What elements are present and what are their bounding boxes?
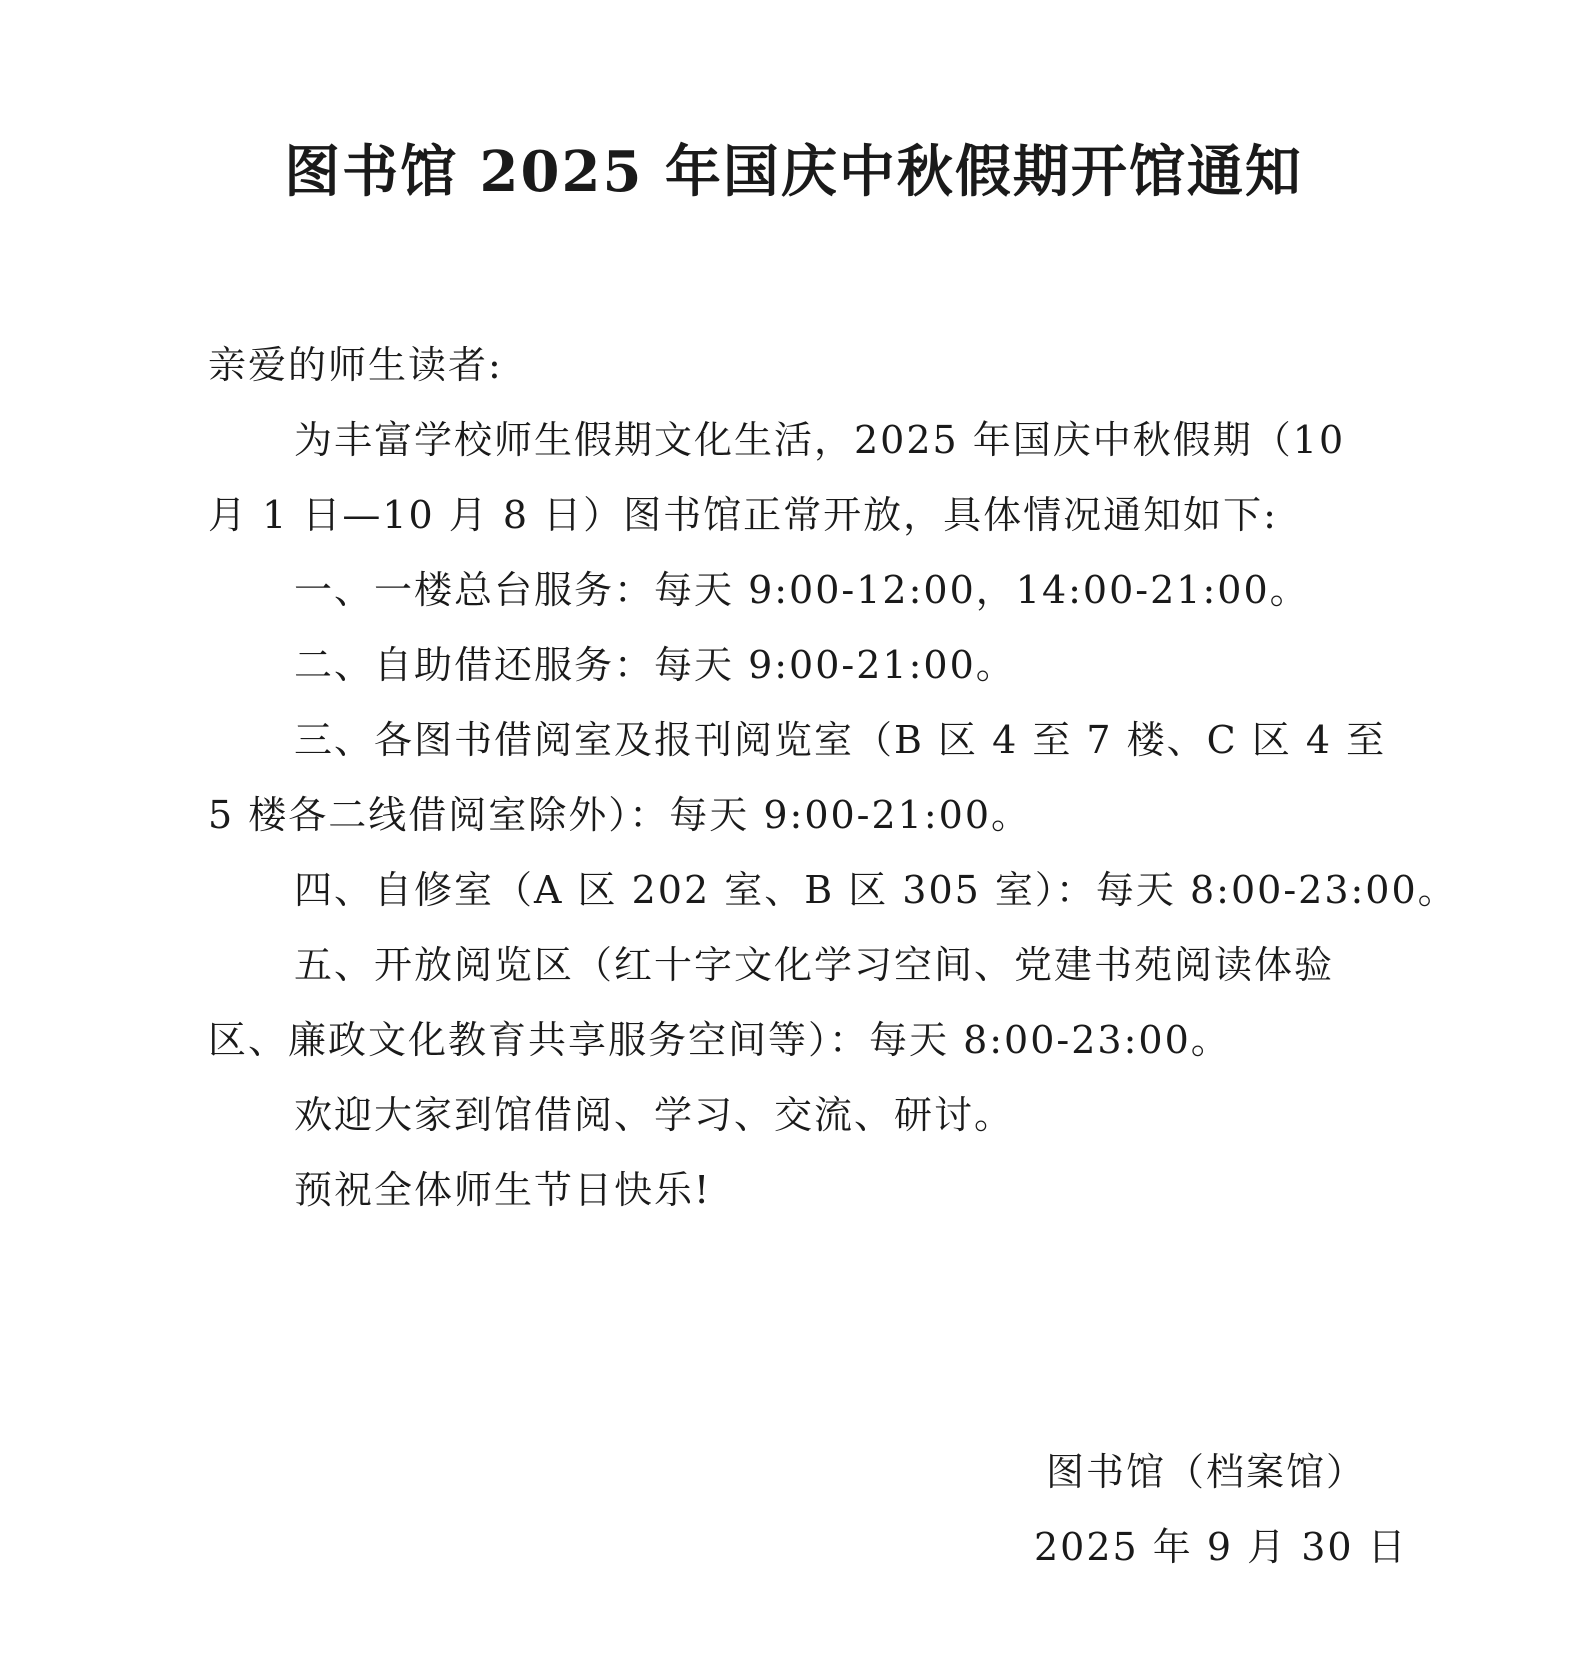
item-one: 一、一楼总台服务：每天 9:00-12:00，14:00-21:00。	[294, 568, 1310, 612]
item-two: 二、自助借还服务：每天 9:00-21:00。	[294, 643, 1016, 687]
paragraph-intro-line-1: 为丰富学校师生假期文化生活，2025 年国庆中秋假期（10	[294, 418, 1346, 462]
item-four: 四、自修室（A 区 202 室、B 区 305 室）：每天 8:00-23:00。	[294, 868, 1458, 912]
greeting-line: 预祝全体师生节日快乐!	[294, 1168, 712, 1212]
item-three-line-2: 5 楼各二线借阅室除外）：每天 9:00-21:00。	[208, 793, 1032, 837]
signature-date: 2025 年 9 月 30 日	[1034, 1525, 1408, 1569]
paragraph-intro-line-2: 月 1 日—10 月 8 日）图书馆正常开放，具体情况通知如下:	[208, 493, 1278, 537]
signature-org: 图书馆（档案馆）	[1046, 1450, 1367, 1494]
item-five-line-2: 区、廉政文化教育共享服务空间等）：每天 8:00-23:00。	[208, 1018, 1231, 1062]
notice-title: 图书馆 2025 年国庆中秋假期开馆通知	[284, 139, 1303, 205]
salutation: 亲爱的师生读者:	[208, 343, 503, 387]
welcome-line: 欢迎大家到馆借阅、学习、交流、研讨。	[294, 1093, 1015, 1137]
item-five-line-1: 五、开放阅览区（红十字文化学习空间、党建书苑阅读体验	[294, 943, 1335, 987]
item-three-line-1: 三、各图书借阅室及报刊阅览室（B 区 4 至 7 楼、C 区 4 至	[294, 718, 1387, 762]
